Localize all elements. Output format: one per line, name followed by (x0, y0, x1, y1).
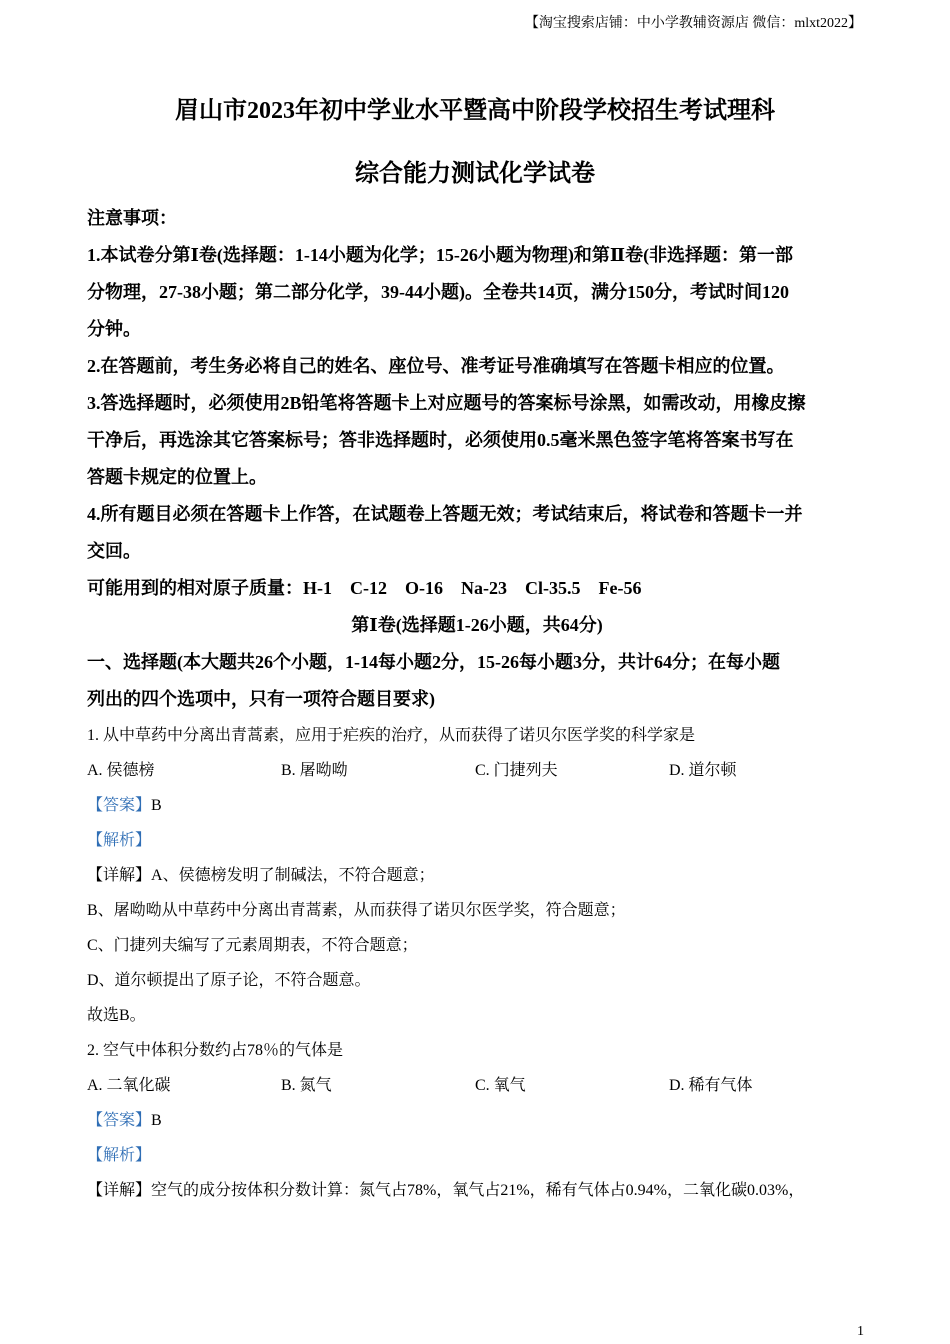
question-2-detail (87, 1173, 867, 1208)
analysis-tag: 【解析】 (87, 1147, 152, 1164)
answer-value: B (151, 797, 162, 814)
section1-intro: 一、选择题(本大题共26个小题，1-14每小题2分，15-26每小题3分，共计64分；在每小题 (87, 652, 780, 672)
question-2-options (87, 1068, 867, 1103)
option-b: B. 氮气 (281, 1077, 332, 1094)
atomic-masses: 可能用到的相对原子质量：H-1 C-12 O-16 Na-23 Cl-35.5 Fe-56 (87, 578, 642, 598)
notice-line: 干净后，再选涂其它答案标号；答非选择题时，必须使用0.5毫米黑色签字笔将答案书写在 (87, 430, 794, 450)
detail-line: C、门捷列夫编写了元素周期表，不符合题意； (87, 937, 418, 954)
notice-line: 1.本试卷分第Ⅰ卷(选择题：1-14小题为化学；15-26小题为物理)和第Ⅱ卷(非选择题：第一部 (87, 245, 794, 265)
option-d: D. 稀有气体 (669, 1077, 753, 1094)
detail-line: D、道尔顿提出了原子论，不符合题意。 (87, 972, 371, 989)
option-c: C. 门捷列夫 (475, 762, 558, 779)
option-c: C. 氧气 (475, 1077, 526, 1094)
notice-line: 答题卡规定的位置上。 (87, 467, 267, 487)
title-line-2: 综合能力测试化学试卷 (355, 161, 595, 187)
part1-heading: 第Ⅰ卷(选择题1-26小题，共64分) (351, 615, 603, 635)
question-1-stem: 1. 从中草药中分离出青蒿素，应用于疟疾的治疗，从而获得了诺贝尔医学奖的科学家是 (87, 727, 696, 744)
answer-tag: 【答案】 (87, 797, 152, 814)
option-d: D. 道尔顿 (669, 762, 737, 779)
answer-value: B (151, 1112, 162, 1129)
notice-line: 4.所有题目必须在答题卡上作答，在试题卷上答题无效；考试结束后，将试卷和答题卡一并 (87, 504, 803, 524)
notice-line: 3.答选择题时，必须使用2B铅笔将答题卡上对应题号的答案标号涂黑，如需改动，用橡皮擦 (87, 393, 806, 413)
detail-text: A、侯德榜发明了制碱法，不符合题意； (151, 867, 435, 884)
detail-tag: 【详解】 (87, 1182, 152, 1199)
title-line-1: 眉山市2023年初中学业水平暨高中阶段学校招生考试理科 (175, 98, 775, 124)
document-body (87, 200, 867, 1208)
answer-tag: 【答案】 (87, 1112, 152, 1129)
detail-line: 故选B。 (87, 1007, 146, 1024)
question-2-stem: 2. 空气中体积分数约占78％的气体是 (87, 1042, 344, 1059)
question-2-answer (87, 1103, 867, 1138)
question-1-answer (87, 788, 867, 823)
page-number: 1 (857, 1324, 864, 1339)
analysis-tag: 【解析】 (87, 832, 152, 849)
notice-line: 分钟。 (87, 319, 141, 339)
section1-intro: 列出的四个选项中，只有一项符合题目要求) (87, 689, 435, 709)
notice-line: 交回。 (87, 541, 141, 561)
header-note: 【淘宝搜索店铺：中小学教辅资源店 微信：mlxt2022】 (524, 16, 862, 31)
option-b: B. 屠呦呦 (281, 762, 348, 779)
option-a: A. 侯德榜 (87, 762, 155, 779)
detail-line: B、屠呦呦从中草药中分离出青蒿素，从而获得了诺贝尔医学奖，符合题意； (87, 902, 626, 919)
detail-tag: 【详解】 (87, 867, 152, 884)
notice-line: 分物理，27-38小题；第二部分化学，39-44小题)。全卷共14页，满分150分，考试时间120 (87, 282, 789, 302)
question-1-detail (87, 858, 867, 893)
detail-text: 空气的成分按体积分数计算：氮气占78%，氧气占21%，稀有气体占0.94%，二氧化碳0.03%， (151, 1182, 805, 1199)
notice-heading: 注意事项： (87, 208, 177, 228)
option-a: A. 二氧化碳 (87, 1077, 171, 1094)
question-1-options (87, 753, 867, 788)
notice-line: 2.在答题前，考生务必将自己的姓名、座位号、准考证号准确填写在答题卡相应的位置。 (87, 356, 785, 376)
